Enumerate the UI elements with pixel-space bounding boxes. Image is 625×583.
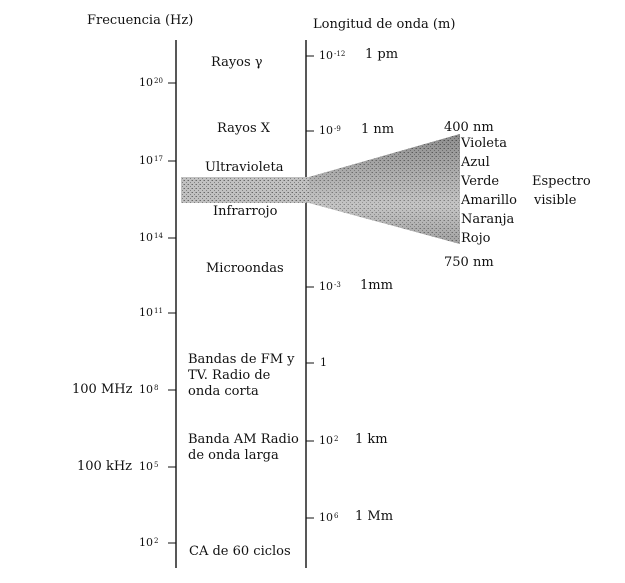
- band-60-cycle-ac: CA de 60 ciclos: [189, 544, 291, 559]
- visible-color-label: Naranja: [461, 212, 515, 227]
- band-x-rays: Rayos X: [217, 121, 271, 136]
- visible-spectrum-title: Espectro: [532, 174, 591, 189]
- frequency-tick-label: $10^5$: [139, 460, 159, 473]
- wavelength-tick-label: $10^{-3}$: [319, 280, 341, 293]
- frequency-tick-label: $10^8$: [139, 383, 159, 396]
- wavelength-unit-label: 1 Mm: [355, 509, 394, 524]
- band-infrared: Infrarrojo: [213, 204, 278, 219]
- visible-color-label: Violeta: [461, 136, 507, 151]
- mhz-label: 100 MHz: [72, 382, 133, 397]
- frequency-tick-label: $10^{20}$: [139, 76, 163, 89]
- band-microwaves: Microondas: [206, 261, 284, 276]
- band-gamma-rays: Rayos γ: [211, 55, 263, 70]
- visible-color-label: Azul: [461, 155, 490, 170]
- frequency-tick-label: $10^{11}$: [139, 306, 163, 319]
- visible-color-label: Amarillo: [461, 193, 517, 208]
- wavelength-tick-label: $10^6$: [319, 511, 339, 524]
- visible-start-wavelength: 400 nm: [444, 120, 494, 135]
- frequency-tick-label: $10^2$: [139, 536, 159, 549]
- wavelength-tick-label: $10^{-9}$: [319, 124, 341, 137]
- khz-label: 100 kHz: [77, 459, 133, 474]
- visible-end-wavelength: 750 nm: [444, 255, 494, 270]
- band-ultraviolet: Ultravioleta: [205, 160, 284, 175]
- wavelength-tick-label: $10^{-12}$: [319, 49, 346, 62]
- wavelength-unit-label: 1 pm: [365, 47, 399, 62]
- wavelength-header: Longitud de onda (m): [313, 17, 456, 32]
- wavelength-tick-label: 1: [320, 356, 327, 369]
- wavelength-tick-label: $10^2$: [319, 434, 339, 447]
- band-am-longwave: Banda AM Radio de onda larga: [188, 432, 299, 463]
- band-fm-tv-shortwave: Bandas de FM y TV. Radio de onda corta: [188, 352, 295, 399]
- wavelength-unit-label: 1 km: [355, 432, 388, 447]
- frequency-tick-label: $10^{14}$: [139, 231, 163, 244]
- wavelength-unit-label: 1 nm: [361, 122, 395, 137]
- frequency-header: Frecuencia (Hz): [87, 13, 194, 28]
- visible-color-label: Rojo: [461, 231, 491, 246]
- visible-spectrum-subtitle: visible: [534, 193, 577, 208]
- visible-spectrum-fan-texture: [309, 134, 460, 244]
- visible-band-shade: [181, 177, 309, 203]
- visible-color-label: Verde: [461, 174, 500, 189]
- frequency-tick-label: $10^{17}$: [139, 154, 163, 167]
- wavelength-unit-label: 1mm: [360, 278, 393, 293]
